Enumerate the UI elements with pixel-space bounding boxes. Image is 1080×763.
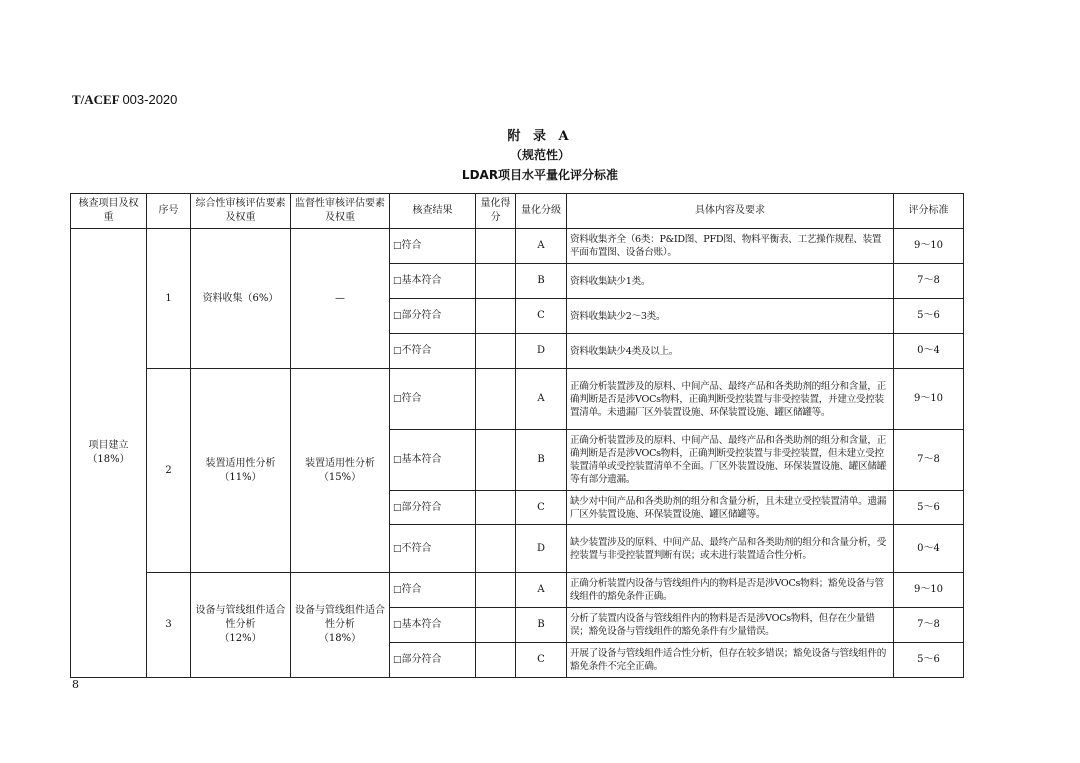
result-label: 不符合: [401, 345, 432, 356]
requirement-cell: 缺少对中间产品和各类助剂的组分和含量分析，且未建立受控装置清单。遗漏厂区外装置设施、环保装置设施、罐区储罐等。: [567, 491, 894, 525]
header-supervisory: 监督性审核评估要素及权重: [291, 194, 390, 229]
supervisory-name: 设备与管线组件适合性分析: [295, 605, 385, 630]
checkbox-icon: □: [393, 585, 402, 595]
header-score: 量化得分: [476, 194, 516, 229]
requirement-cell: 资料收集缺少2～3类。: [567, 299, 894, 334]
category-weight: （18%）: [87, 454, 130, 465]
grade-cell: B: [516, 608, 567, 643]
result-cell: [390, 525, 476, 573]
result-cell: [390, 430, 476, 491]
requirement-cell: 正确分析装置内设备与管线组件内的物料是否是涉VOCs物料；豁免设备与管线组件的豁免条件正确。: [567, 573, 894, 608]
result-label: 部分符合: [401, 501, 442, 513]
header-result: 核查结果: [390, 194, 476, 229]
standard-cell: 5～6: [894, 491, 964, 525]
grade-cell: A: [516, 369, 567, 430]
score-cell: [476, 573, 516, 608]
document-id: [72, 92, 177, 108]
table-title: LDAR项目水平量化评分标准: [461, 168, 619, 182]
supervisory-name: —: [335, 292, 345, 304]
comprehensive-element: [191, 573, 291, 678]
requirement-cell: 缺少装置涉及的原料、中间产品、最终产品和各类助剂的组分和含量分析，受控装置与非受控装置判断有误；或未进行装置适合性分析。: [567, 525, 894, 573]
checkbox-icon: □: [393, 346, 402, 356]
result-cell: [390, 643, 476, 678]
supervisory-weight: （15%）: [318, 471, 362, 483]
standard-cell: 9～10: [894, 369, 964, 430]
result-label: 基本符合: [401, 619, 442, 630]
result-cell: [390, 264, 476, 299]
supervisory-weight: （18%）: [318, 633, 362, 644]
checkbox-icon: □: [393, 311, 402, 321]
standard-cell: 5～6: [894, 643, 964, 678]
item-number: 2: [147, 369, 191, 573]
result-cell: [390, 229, 476, 264]
header-grade: 量化分级: [516, 194, 567, 229]
header-category: 核查项目及权重: [71, 194, 147, 229]
result-cell: [390, 573, 476, 608]
item-number: 3: [147, 573, 191, 678]
checkbox-icon: □: [393, 620, 402, 630]
page-number: 8: [72, 678, 79, 691]
checkbox-icon: □: [393, 655, 402, 665]
checkbox-icon: □: [393, 241, 402, 251]
score-cell: [476, 491, 516, 525]
standard-cell: 7～8: [894, 264, 964, 299]
comprehensive-weight: （11%）: [219, 471, 262, 483]
document-id-prefix: T/ACEF: [72, 92, 120, 107]
comprehensive-name: 设备与管线组件适合性分析: [195, 605, 286, 630]
result-label: 不符合: [401, 542, 432, 554]
grade-cell: A: [516, 229, 567, 264]
result-cell: [390, 299, 476, 334]
result-label: 符合: [401, 393, 422, 404]
header-standard: 评分标准: [894, 194, 964, 229]
supervisory-element: [291, 369, 390, 573]
grade-cell: C: [516, 299, 567, 334]
score-cell: [476, 369, 516, 430]
supervisory-name: 装置适用性分析: [305, 457, 375, 469]
category-cell: [71, 229, 147, 678]
table-row: [71, 369, 964, 430]
requirement-cell: 资料收集齐全（6类：P&ID图、PFD图、物料平衡表、工艺操作规程、装置平面布置图、设备台账）。: [567, 229, 894, 264]
result-cell: [390, 369, 476, 430]
comprehensive-element: [191, 229, 291, 369]
score-cell: [476, 299, 516, 334]
table-row: [71, 229, 964, 264]
comprehensive-name: 资料收集（6%）: [202, 292, 279, 304]
score-cell: [476, 525, 516, 573]
header-comprehensive: 综合性审核评估要素及权重: [191, 194, 291, 229]
result-label: 符合: [401, 584, 422, 595]
score-cell: [476, 264, 516, 299]
standard-cell: 7～8: [894, 608, 964, 643]
supervisory-element: [291, 229, 390, 369]
result-label: 部分符合: [401, 654, 442, 665]
grade-cell: D: [516, 525, 567, 573]
grade-cell: B: [516, 430, 567, 491]
comprehensive-name: 装置适用性分析: [205, 457, 276, 469]
requirement-cell: 开展了设备与管线组件适合性分析，但存在较多错误；豁免设备与管线组件的豁免条件不完全正确。: [567, 643, 894, 678]
scoring-table: [70, 193, 964, 678]
standard-cell: 0～4: [894, 334, 964, 369]
grade-cell: C: [516, 491, 567, 525]
score-cell: [476, 608, 516, 643]
checkbox-icon: □: [393, 502, 402, 513]
normative-label: （规范性）: [509, 148, 570, 162]
comprehensive-weight: （12%）: [219, 633, 262, 644]
result-label: 部分符合: [401, 310, 442, 321]
score-cell: [476, 643, 516, 678]
grade-cell: D: [516, 334, 567, 369]
table-body: [71, 229, 964, 678]
checkbox-icon: □: [393, 455, 402, 465]
score-cell: [476, 334, 516, 369]
standard-cell: 9～10: [894, 229, 964, 264]
table-row: [71, 573, 964, 608]
standard-cell: 7～8: [894, 430, 964, 491]
supervisory-element: [291, 573, 390, 678]
comprehensive-element: [191, 369, 291, 573]
standard-cell: 0～4: [894, 525, 964, 573]
table-header-row: [71, 194, 964, 229]
grade-cell: A: [516, 573, 567, 608]
checkbox-icon: □: [393, 394, 402, 404]
grade-cell: C: [516, 643, 567, 678]
requirement-cell: 正确分析装置涉及的原料、中间产品、最终产品和各类助剂的组分和含量，正确判断是否是涉VOCs物料，正确判断受控装置与非受控装置，但未建立受控装置清单或受控装置清单不全面。厂区外装置设施、环保装置设施、罐区储罐等有部分遗漏。: [567, 430, 894, 491]
document-id-number: 003-2020: [122, 92, 178, 107]
result-cell: [390, 334, 476, 369]
requirement-cell: 资料收集缺少1类。: [567, 264, 894, 299]
result-cell: [390, 608, 476, 643]
header-requirements: 具体内容及要求: [567, 194, 894, 229]
standard-cell: 5～6: [894, 299, 964, 334]
score-cell: [476, 430, 516, 491]
grade-cell: B: [516, 264, 567, 299]
result-cell: [390, 491, 476, 525]
requirement-cell: 分析了装置内设备与管线组件内的物料是否是涉VOCs物料，但存在少量错误；豁免设备与管线组件的豁免条件有少量错误。: [567, 608, 894, 643]
category-name: 项目建立: [88, 440, 129, 451]
requirement-cell: 正确分析装置涉及的原料、中间产品、最终产品和各类助剂的组分和含量，正确判断是否是涉VOCs物料，正确判断受控装置与非受控装置，并建立受控装置清单。未遗漏厂区外装置设施、环保装置设施、罐区储罐等。: [567, 369, 894, 430]
requirement-cell: 资料收集缺少4类及以上。: [567, 334, 894, 369]
score-cell: [476, 229, 516, 264]
result-label: 符合: [401, 240, 422, 251]
checkbox-icon: □: [393, 543, 402, 554]
checkbox-icon: □: [393, 276, 402, 286]
item-number: 1: [147, 229, 191, 369]
appendix-title: 附 录 A: [507, 129, 573, 144]
standard-cell: 9～10: [894, 573, 964, 608]
result-label: 基本符合: [401, 275, 442, 286]
result-label: 基本符合: [401, 454, 442, 465]
header-no: 序号: [147, 194, 191, 229]
